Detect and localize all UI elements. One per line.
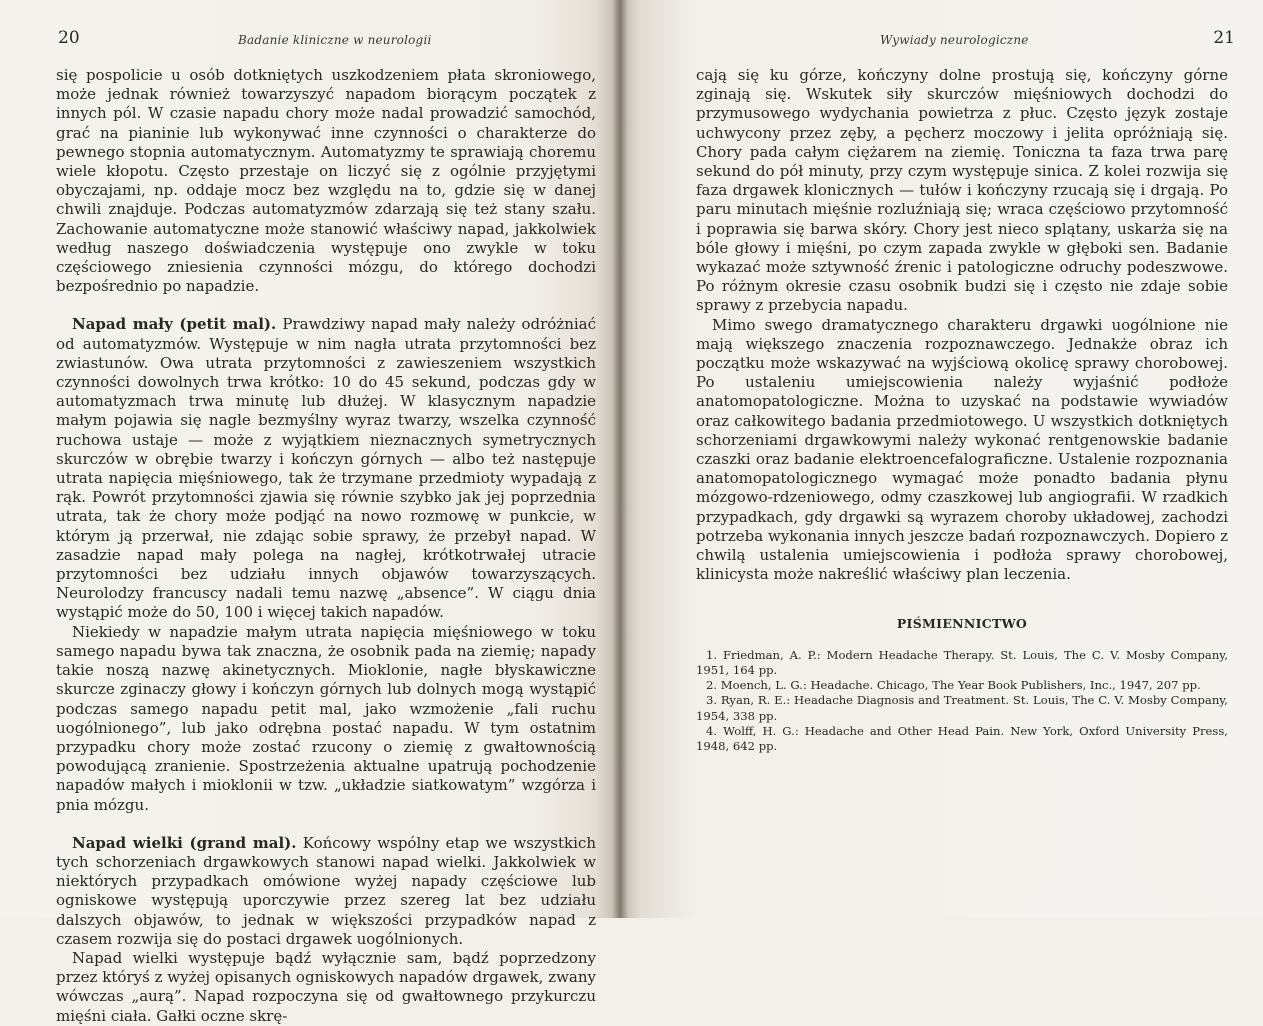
right-page [620, 0, 1263, 918]
paragraph: Prawdziwy napad mały należy odróżniać od automatyzmów. Występuje w nim nagła utrata przytomności bez zwiastunów. Owa utrata przytomności z zawieszeniem wszystkich czynności dowolnych trwa krótko: 10 do 45 sekund, podczas gdy w automatyzmach trwa minutę lub dłużej. W klasycznym napadzie małym pojawia się nagle bezmyślny wyraz twarzy, wszelka czynność ruchowa ustaje — może z wyjątkiem nieznacznych symetrycznych skurczów w obrębie twarzy i kończyn górnych — albo też następuje utrata napięcia mięśniowego, tak że trzymane przedmioty wypadają z rąk. Powrót przytomności zjawia się równie szybko jak jej poprzednia utrata, tak że chory może podjąć na nowo rozmowę w punkcie, w którym ją przerwał, nie zdając sobie sprawy, że przebył napad. W zasadzie napad mały polega na nagłej, krótkotrwałej utracie przytomności bez udziału innych objawów towarzyszących. Neurolodzy francuscy nadali temu nazwę „absence”. W ciągu dnia wystąpić może do 50, 100 i więcej takich napadów. [56, 315, 597, 622]
paragraph: się pospolicie u osób dotkniętych uszkodzeniem płata skroniowego, może jednak również towarzyszyć napadom biorącym początek z innych pól. W czasie napadu chory może nadal prowadzić samochód, grać na pianinie lub wykonywać inne czynności o charakterze do pewnego stopnia automatycznym. Automatyzmy te sprawiają choremu wiele kłopotu. Często przestaje on liczyć się z ogólnie przyjętymi obyczajami, np. oddaje mocz bez względu na to, gdzie się w danej chwili znajduje. Podczas automatyzmów zdarzają się też stany szału. Zachowanie automatyczne może stanowić właściwy napad, jakkolwiek według naszego doświadczenia występuje ono zwykle w toku częściowego zniesienia czynności mózgu, do którego dochodzi bezpośrednio po napadzie. [56, 66, 596, 296]
left-page [0, 0, 620, 1025]
paragraph: Niekiedy w napadzie małym utrata napięcia mięśniowego w toku samego napadu bywa tak znaczna, że osobnik pada na ziemię; napady takie noszą nazwę akinetycznych. Mioklonie, nagłe błyskawiczne skurcze zginaczy głowy i kończyn górnych lub dolnych mogą wystąpić podczas samego napadu petit mal, jako wzmożenie „fali ruchu uogólnionego”, lub jako odrębna postać napadu. W tym ostatnim przypadku chory może zostać rzucony o ziemię z gwałtownością powodującą zranienie. Spostrzeżenia aktualne upatrują pochodzenie napadów małych i mioklonii w tzw. „układzie siatkowatym” wzgórza i pnia mózgu. [56, 622, 596, 814]
paragraph: Napad wielki występuje bądź wyłącznie sam, bądź poprzedzony przez któryś z wyżej opisanych ogniskowych napadów drgawek, zwany wówczas „aurą”. Napad rozpoczyna się od gwałtownego przykurczu mięśni ciała. Gałki oczne skrę- [56, 948, 596, 1025]
right-text-column [696, 66, 1228, 754]
paragraph: Mimo swego dramatycznego charakteru drgawki uogólnione nie mają większego znaczenia rozpoznawczego. Jednakże obraz ich początku może wskazywać na wyjściową okolicę sprawy chorobowej. Po ustaleniu umiejscowienia należy wyjaśnić podłoże anatomopatologiczne. Można to uzyskać na podstawie wywiadów oraz całkowitego badania przedmiotowego. U wszystkich dotkniętych schorzeniami drgawkowymi należy wykonać rentgenowskie badanie czaszki oraz badanie elektroencefalograficzne. Ustalenie rozpoznania anatomopatologicznego wymagać może ponadto badania płynu mózgowo-rdzeniowego, odmy czaszkowej lub angiografii. W rzadkich przypadkach, gdy drgawki są wyrazem choroby układowej, zachodzi potrzeba wykonania innych jeszcze badań rozpoznawczych. Dopiero z chwilą ustalenia umiejscowienia i podłoża sprawy chorobowej, klinicysta może nakreślić właściwy plan leczenia. [696, 315, 1228, 584]
running-head: Badanie kliniczne w neurologii [238, 33, 432, 47]
bibliography-heading: PIŚMIENNICTWO [896, 616, 1028, 632]
paragraph: Końcowy wspólny etap we wszystkich tych schorzeniach drgawkowych stanowi napad wielki. Jakkolwiek w niektórych przypadkach omówione wyżej napady częściowe lub ogniskowe występują uporczywie przez szereg lat bez udziału dalszych objawów, to jednak w większości przypadków napad z czasem rozwija się do postaci drgawek uogólnionych. [56, 833, 596, 948]
section-heading: Napad wielki (grand mal). [72, 833, 297, 852]
section-petit-mal [56, 315, 596, 622]
left-text-column [56, 66, 596, 1026]
book-gutter [612, 0, 628, 918]
paragraph: cają się ku górze, kończyny dolne prostują się, kończyny górne zginają się. Wskutek siły skurczów mięśniowych dochodzi do przymusowego wydychania powietrza z płuc. Często język zostaje uchwycony przez zęby, a pęcherz moczowy i jelita opróżniają się. Chory pada całym ciężarem na ziemię. Toniczna ta faza trwa parę sekund do pół minuty, przy czym występuje sinica. Z kolei rozwija się faza drgawek klonicznych — tułów i kończyny rzucają się i drgają. Po paru minutach mięśnie rozluźniają się; wraca częściowo przytomność i poprawia się barwa skóry. Chory jest nieco splątany, uskarża się na bóle głowy i mięśni, po czym zapada zwykle w głęboki sen. Badanie wykazać może sztywność źrenic i patologiczne odruchy podeszwowe. Po różnym okresie czasu osobnik budzi się i często nie zdaje sobie sprawy z przebycia napadu. [696, 66, 1228, 315]
bibliography-entry: 1. Friedman, A. P.: Modern Headache Therapy. St. Louis, The C. V. Mosby Company, 1951, 164 pp. [696, 647, 1228, 677]
section-grand-mal [56, 834, 596, 949]
section-heading: Napad mały (petit mal). [72, 315, 277, 334]
bibliography-entry: 3. Ryan, R. E.: Headache Diagnosis and Treatment. St. Louis, The C. V. Mosby Company, 1954, 338 pp. [696, 693, 1228, 723]
running-head: Wywiady neurologiczne [880, 33, 1029, 47]
bibliography-list [696, 648, 1228, 754]
bibliography-entry: 4. Wolff, H. G.: Headache and Other Head Pain. New York, Oxford University Press, 1948, 642 pp. [696, 723, 1228, 753]
bibliography-entry: 2. Moench, L. G.: Headache. Chicago, The Year Book Publishers, Inc., 1947, 207 pp. [706, 678, 1201, 693]
page-number: 21 [1213, 28, 1235, 48]
page-number: 20 [58, 28, 80, 48]
